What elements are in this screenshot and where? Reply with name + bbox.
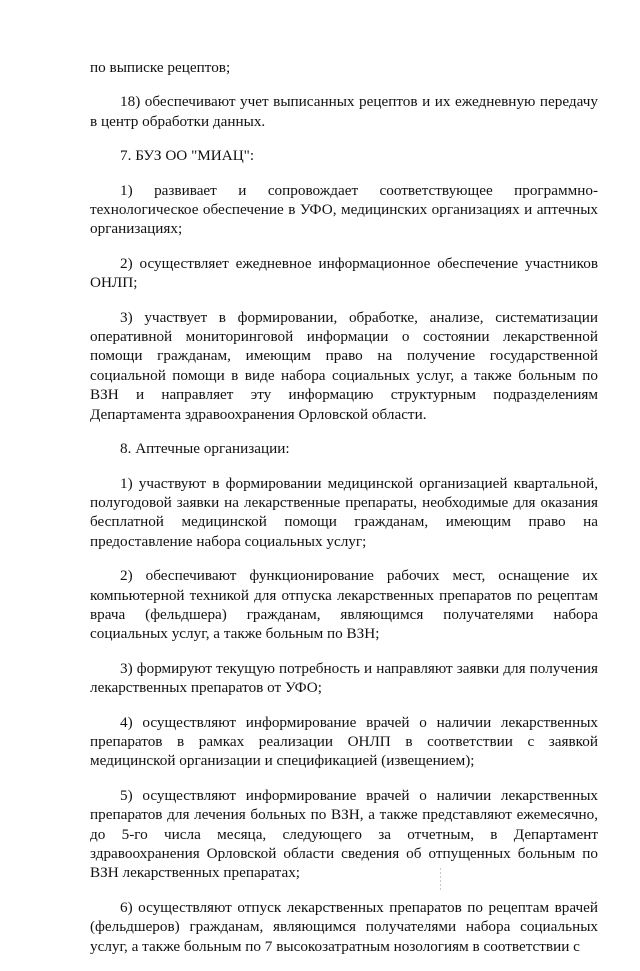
paragraph-8-item-4: 4) осуществляют информирование врачей о наличии лекарственных препаратов в рамках реализации ОНЛП в соответствии с заявкой медицинской организации и спецификацией (извещением); xyxy=(90,713,598,770)
paragraph-8-item-6: 6) осуществляют отпуск лекарственных препаратов по рецептам врачей (фельдшеров) гражданам, являющимся получателями набора социальных услуг, а также больным по 7 высокозатратным нозологиям в соответствии с xyxy=(90,898,598,955)
section-heading-7: 7. БУЗ ОО "МИАЦ": xyxy=(120,147,255,165)
paragraph-7-item-1: 1) развивает и сопровождает соответствующее программно-технологическое обеспечение в УФО, медицинских организациях и аптечных организациях; xyxy=(90,181,598,238)
paragraph-8-item-2: 2) обеспечивают функционирование рабочих мест, оснащение их компьютерной техникой для отпуска лекарственных препаратов по рецептам врача (фельдшера) гражданам, являющимся получателями набора социальных услуг, а также больным по ВЗН; xyxy=(90,567,598,643)
paragraph-continuation: по выписке рецептов; xyxy=(90,59,231,76)
paragraph-8-item-5: 5) осуществляют информирование врачей о наличии лекарственных препаратов для лечения больных по ВЗН, а также представляют ежемесячно, до 5-го числа месяца, следующего за отчетным, в Департамент здравоохранения Орловской области сведения об отпущенных больным по ВЗН лекарственных препаратах; xyxy=(90,786,598,882)
paragraph-8-item-1: 1) участвуют в формировании медицинской организацией квартальной, полугодовой заявки на лекарственные препараты, необходимые для оказания бесплатной медицинской помощи гражданам, имеющим право на предоставление набора социальных услуг; xyxy=(90,474,598,550)
paragraph-7-item-2: 2) осуществляет ежедневное информационное обеспечение участников ОНЛП; xyxy=(90,254,598,292)
section-heading-8: 8. Аптечные организации: xyxy=(120,440,290,458)
paragraph-8-item-3: 3) формируют текущую потребность и направляют заявки для получения лекарственных препаратов от УФО; xyxy=(90,659,598,697)
scan-artifact-line xyxy=(440,868,441,892)
document-body xyxy=(90,58,598,971)
paragraph-7-item-3: 3) участвует в формировании, обработке, анализе, систематизации оперативной мониторинговой информации о состоянии лекарственной помощи гражданам, имеющим право на получение государственной социальной помощи в виде набора социальных услуг, а также больным по ВЗН и направляет эту информацию структурным подразделениям Департамента здравоохранения Орловской области. xyxy=(90,308,598,423)
paragraph-item-18: 18) обеспечивают учет выписанных рецептов и их ежедневную передачу в центр обработки данных. xyxy=(90,93,598,130)
